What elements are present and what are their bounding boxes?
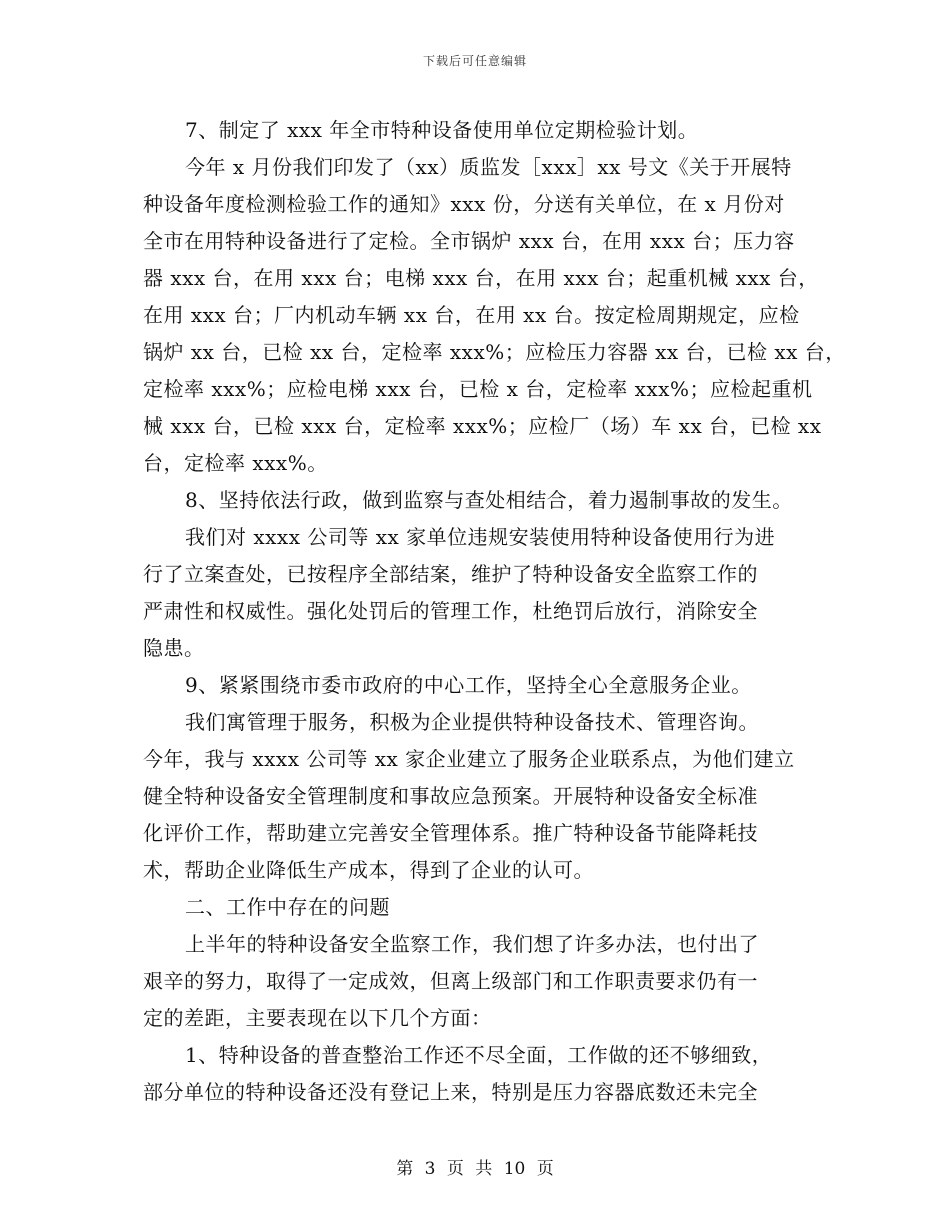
section-heading: 二、工作中存在的问题 [185,895,390,919]
body-line: 锅炉 xx 台，已检 xx 台，定检率 xxx%；应检压力容器 xx 台，已检 xx 台， [143,340,846,364]
body-line: 器 xxx 台，在用 xxx 台；电梯 xxx 台，在用 xxx 台；起重机械 xxx 台， [143,266,819,290]
body-line: 8、坚持依法行政，做到监察与查处相结合，着力遏制事故的发生。 [185,488,793,512]
body-line: 严肃性和权威性。强化处罚后的管理工作，杜绝罚后放行，消除安全 [143,599,758,623]
body-line: 7、制定了 xxx 年全市特种设备使用单位定期检验计划。 [185,118,699,142]
body-line: 健全特种设备安全管理制度和事故应急预案。开展特种设备安全标准 [143,784,758,808]
body-line: 隐患。 [143,636,205,660]
body-line: 9、紧紧围绕市委市政府的中心工作，坚持全心全意服务企业。 [185,673,752,697]
body-line: 上半年的特种设备安全监察工作，我们想了许多办法，也付出了 [185,932,759,956]
page-number-footer: 第 3 页 共 10 页 [396,1159,554,1179]
body-line: 行了立案查处，已按程序全部结案，维护了特种设备安全监察工作的 [143,562,758,586]
body-line: 种设备年度检测检验工作的通知》xxx 份，分送有关单位，在 x 月份对 [143,192,785,216]
body-line: 我们对 xxxx 公司等 xx 家单位违规安装使用特种设备使用行为进 [185,525,776,549]
body-line: 术，帮助企业降低生产成本，得到了企业的认可。 [143,858,594,882]
body-line: 定检率 xxx%；应检电梯 xxx 台，已检 x 台，定检率 xxx%；应检起重机 [143,377,813,401]
body-line: 在用 xxx 台；厂内机动车辆 xx 台，在用 xx 台。按定检周期规定，应检 [143,303,800,327]
body-line: 今年 x 月份我们印发了（xx）质监发［xxx］xx 号文《关于开展特 [185,155,792,179]
body-line: 今年，我与 xxxx 公司等 xx 家企业建立了服务企业联系点，为他们建立 [143,747,795,771]
body-line: 台，定检率 xxx%。 [143,451,328,475]
body-line: 化评价工作，帮助建立完善安全管理体系。推广特种设备节能降耗技 [143,821,758,845]
body-line: 械 xxx 台，已检 xxx 台，定检率 xxx%；应检厂（场）车 xx 台，已检 xx [143,414,822,438]
page-header: 下载后可任意编辑 [422,54,527,68]
body-line: 我们寓管理于服务，积极为企业提供特种设备技术、管理咨询。 [185,710,759,734]
body-line: 定的差距，主要表现在以下几个方面： [143,1006,492,1030]
body-line: 全市在用特种设备进行了定检。全市锅炉 xxx 台，在用 xxx 台；压力容 [143,229,795,253]
body-line: 艰辛的努力，取得了一定成效，但离上级部门和工作职责要求仍有一 [143,969,758,993]
body-line: 1、特种设备的普查整治工作还不尽全面，工作做的还不够细致， [185,1043,773,1067]
body-line: 部分单位的特种设备还没有登记上来，特别是压力容器底数还未完全 [143,1080,758,1104]
document-body [143,112,846,1111]
